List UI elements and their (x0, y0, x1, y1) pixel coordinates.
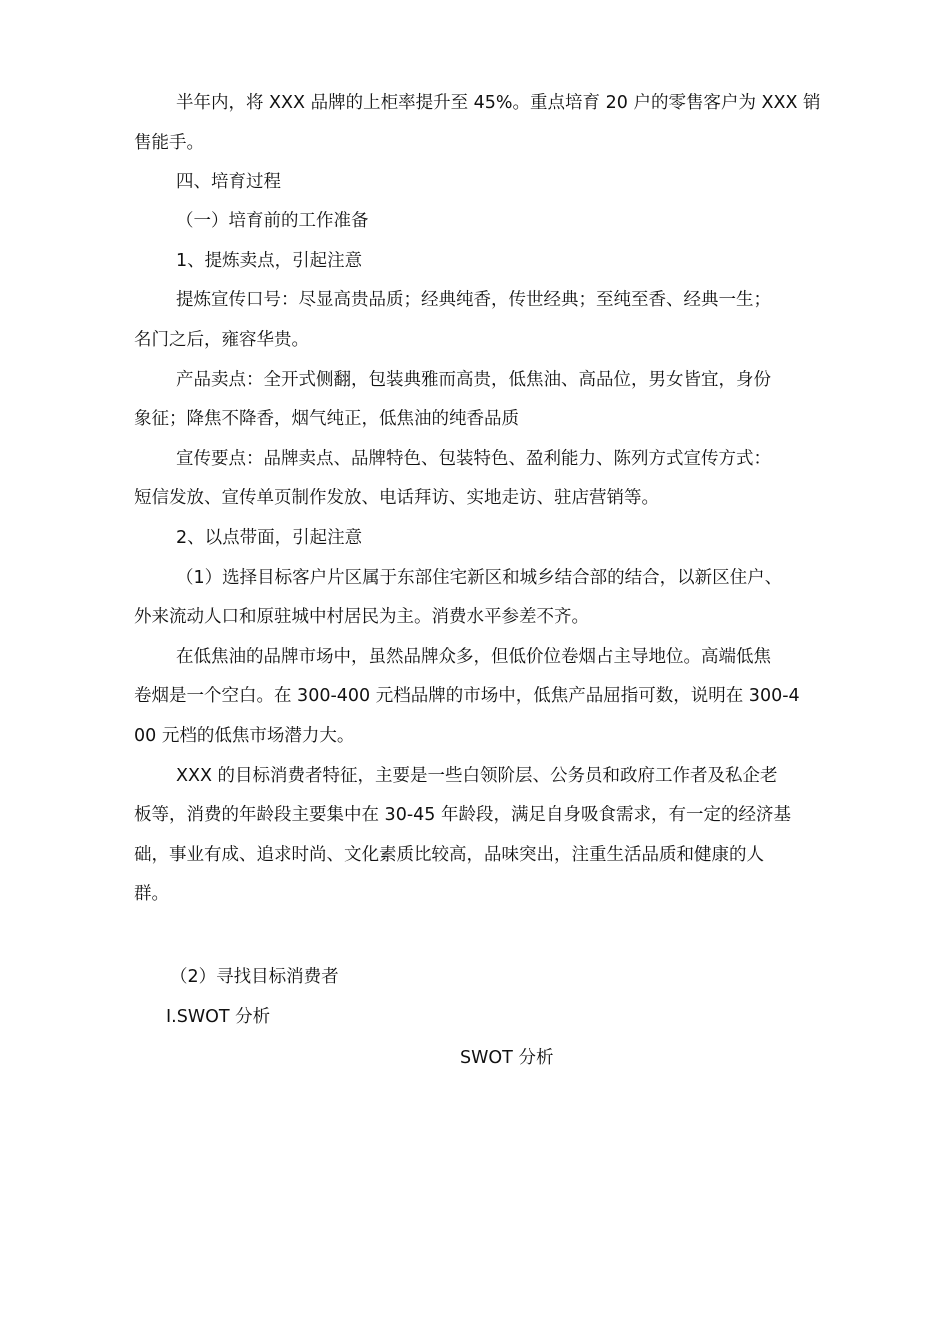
heading-swot: I.SWOT 分析 (166, 1007, 271, 1027)
paragraph-consumer-line-1: XXX 的目标消费者特征，主要是一些白领阶层、公务员和政府工作者及私企老 (176, 766, 778, 786)
paragraph-consumer-line-4: 群。 (134, 884, 169, 904)
paragraph-promotion-line-2: 短信发放、宣传单页制作发放、电话拜访、实地走访、驻店营销等。 (134, 488, 659, 508)
paragraph-market-line-2: 卷烟是一个空白。在 300-400 元档品牌的市场中，低焦产品屈指可数，说明在 300-4 (134, 686, 800, 706)
swot-caption: SWOT 分析 (460, 1048, 554, 1068)
paragraph-promotion-line-1: 宣传要点：品牌卖点、品牌特色、包装特色、盈利能力、陈列方式宣传方式： (176, 449, 771, 469)
paragraph-consumer-line-2: 板等，消费的年龄段主要集中在 30-45 年龄段，满足自身吸食需求，有一定的经济基 (134, 805, 791, 825)
paragraph-goal-line-2: 售能手。 (134, 133, 204, 153)
paragraph-selling-points-line-2: 象征；降焦不降香，烟气纯正，低焦油的纯香品质 (134, 409, 519, 429)
paragraph-target-area-line-1: （1）选择目标客户片区属于东部住宅新区和城乡结合部的结合，以新区住户、 (176, 568, 783, 588)
heading-find-target: （2）寻找目标消费者 (170, 967, 339, 987)
heading-item-1: 1、提炼卖点，引起注意 (176, 251, 363, 271)
paragraph-slogan-line-1: 提炼宣传口号：尽显高贵品质；经典纯香，传世经典；至纯至香、经典一生； (176, 290, 771, 310)
heading-subsection-1: （一）培育前的工作准备 (176, 211, 369, 231)
paragraph-consumer-line-3: 础，事业有成、追求时尚、文化素质比较高，品味突出，注重生活品质和健康的人 (134, 845, 764, 865)
paragraph-goal-line-1: 半年内，将 XXX 品牌的上柜率提升至 45%。重点培育 20 户的零售客户为 XXX 销 (176, 93, 821, 113)
heading-section-4: 四、培育过程 (176, 172, 281, 192)
paragraph-market-line-3: 00 元档的低焦市场潜力大。 (134, 726, 355, 746)
paragraph-slogan-line-2: 名门之后，雍容华贵。 (134, 330, 309, 350)
paragraph-target-area-line-2: 外来流动人口和原驻城中村居民为主。消费水平参差不齐。 (134, 607, 589, 627)
paragraph-market-line-1: 在低焦油的品牌市场中，虽然品牌众多，但低价位卷烟占主导地位。高端低焦 (176, 647, 771, 667)
heading-item-2: 2、以点带面，引起注意 (176, 528, 363, 548)
paragraph-selling-points-line-1: 产品卖点：全开式侧翻，包装典雅而高贵，低焦油、高品位，男女皆宜，身份 (176, 370, 771, 390)
